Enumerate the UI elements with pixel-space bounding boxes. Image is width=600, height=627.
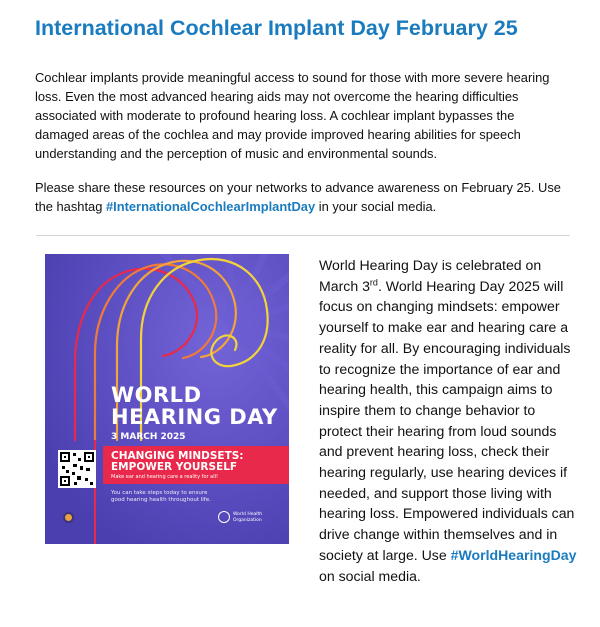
page-title: International Cochlear Implant Day February 25 — [35, 16, 518, 40]
who-emblem-icon — [218, 511, 230, 523]
side-text-superscript: rd — [369, 277, 378, 288]
side-text-end: on social media. — [319, 567, 421, 584]
who-name — [233, 512, 262, 524]
side-text-part1: World Hearing Day is celebrated on March 3 — [319, 257, 542, 294]
campaign-line1: CHANGING MINDSETS: — [111, 450, 244, 462]
campaign-line2: EMPOWER YOURSELF — [111, 461, 238, 473]
world-hearing-day-poster — [45, 254, 289, 544]
hearing-logo-icon — [63, 512, 74, 523]
poster-title-line1: WORLD — [111, 383, 202, 407]
qr-code — [58, 450, 96, 488]
intro-paragraph: Cochlear implants provide meaningful access to sound for those with more severe hearing loss. Even the most advanced hearing aids may not overcome the hearing difficulties associated with moderate to profound hearing loss. A cochlear implant bypasses the damaged areas of the cochlea and may provide improved hearing abilities for speech understanding and the perception of music and environmental sounds. — [35, 70, 550, 161]
share-text: Please share these resources on your networks to advance awareness on February 25. Use the hashtag — [35, 180, 561, 214]
poster-steps-line1: You can take steps today to ensure — [111, 490, 208, 496]
hashtag-link-world-hearing-day[interactable]: #WorldHearingDay — [450, 546, 577, 563]
campaign-subtitle: Make ear and hearing care a reality for all! — [111, 474, 218, 480]
who-name-line1: World Health — [233, 512, 263, 517]
poster-steps-line2: good hearing health throughout life. — [111, 497, 211, 503]
side-text-part2: . World Hearing Day 2025 will focus on changing mindsets: empower yourself to make ear and hearing care a reality for all. By encouraging individuals to recognize the importance of ear and hearing health, this campaign aims to inspire them to change behavior to protect their hearing from loud sounds and prevent hearing loss, check their hearing regularly, use hearing devices if needed, and support those living with hearing loss. Empowered individuals can drive change within themselves and in society at large. Use — [319, 277, 575, 563]
hashtag-link-cochlear-implant-day[interactable]: #InternationalCochlearImplantDay — [105, 199, 316, 214]
poster-title-line2: HEARING DAY — [111, 405, 278, 429]
poster-date: 3 MARCH 2025 — [111, 432, 186, 442]
divider — [36, 235, 570, 236]
who-name-line2: Organization — [233, 518, 262, 523]
qr-code-pattern — [58, 450, 96, 488]
world-hearing-day-description — [319, 255, 577, 586]
share-text-end: in your social media. — [315, 199, 437, 214]
share-paragraph — [35, 178, 570, 216]
